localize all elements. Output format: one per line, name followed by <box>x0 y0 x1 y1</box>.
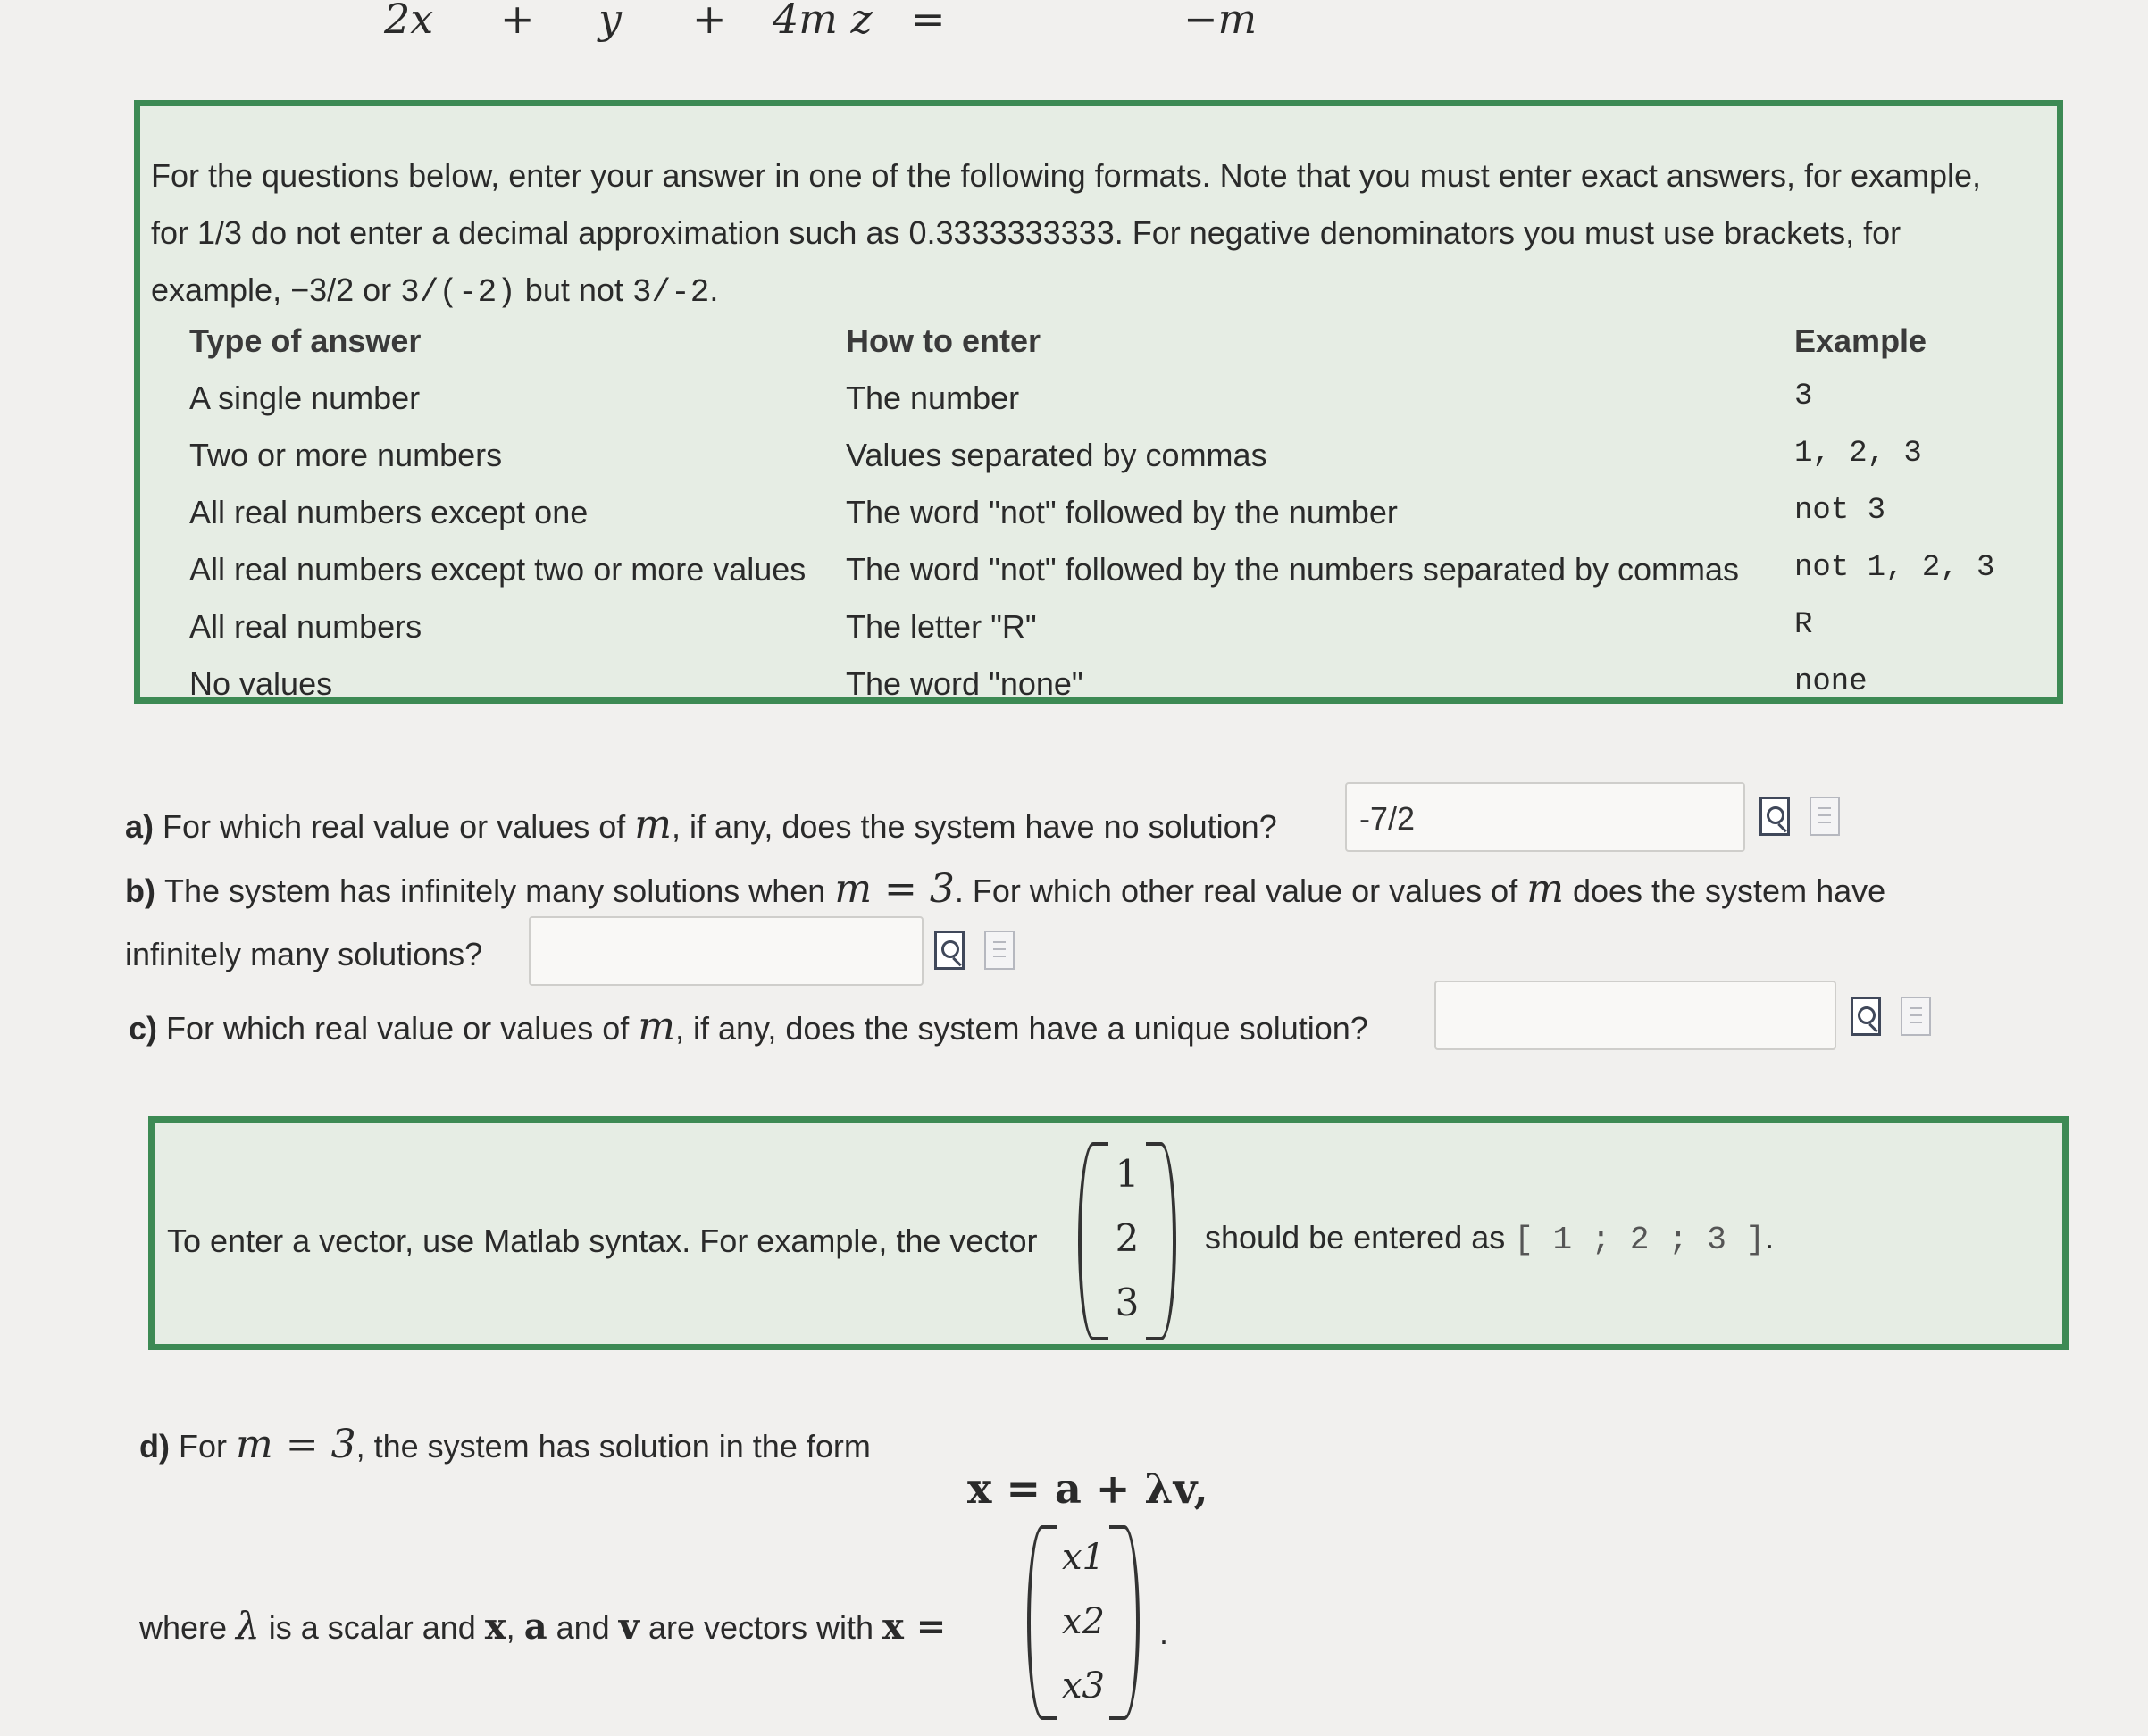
plus-sign: + <box>692 0 727 43</box>
period: . <box>1159 1615 1169 1651</box>
question-text: , if any, does the system have a unique solution? <box>675 1010 1368 1047</box>
header-example: Example <box>1794 322 1927 359</box>
question-d <box>139 1422 871 1467</box>
question-text: . For which other real value or values of <box>954 872 1527 909</box>
example-cell: 1, 2, 3 <box>1794 437 1922 471</box>
example-cell: not 3 <box>1794 494 1886 528</box>
answer-input-b[interactable] <box>529 916 924 986</box>
solution-form-formula: x = a + λv, <box>967 1465 1208 1513</box>
header-type: Type of answer <box>189 322 422 359</box>
vector-instructions: To enter a vector, use Matlab syntax. For example, the vector <box>167 1223 1038 1259</box>
vector-syntax-box <box>148 1116 2069 1350</box>
definition-text: where <box>139 1609 237 1646</box>
example-cell: 3 <box>1794 380 1813 413</box>
vector-entry: x3 <box>1061 1665 1105 1707</box>
vector-v-symbol: v <box>618 1606 639 1648</box>
condition-m-equals-3: m = 3 <box>236 1422 356 1467</box>
type-cell: All real numbers except one <box>189 494 589 530</box>
table-row <box>140 380 2057 437</box>
vector-entry-instructions <box>1205 1219 1774 1258</box>
table-row <box>140 608 2057 665</box>
vector-definition <box>139 1604 946 1648</box>
how-cell: The number <box>846 380 1020 416</box>
instructions-line <box>151 262 2053 321</box>
question-text: The system has infinitely many solutions when <box>163 872 835 909</box>
preview-icon[interactable] <box>1851 997 1881 1036</box>
document-icon[interactable] <box>984 931 1015 970</box>
instructions-text: example, −3/2 or <box>151 271 401 308</box>
question-text: For <box>179 1428 237 1465</box>
term-2x: 2x <box>384 0 434 43</box>
table-row <box>140 551 2057 608</box>
example-vector <box>1078 1142 1176 1340</box>
how-cell: The word "none" <box>846 665 1083 702</box>
question-label: d) <box>139 1428 170 1465</box>
lambda-symbol: λ <box>236 1604 260 1648</box>
code-example: 3/(-2) <box>400 274 516 311</box>
question-c <box>129 1004 1368 1049</box>
vector-entry: 2 <box>1115 1216 1140 1260</box>
document-icon[interactable] <box>1901 997 1931 1036</box>
variable-m: m <box>1526 866 1564 912</box>
variable-m: m <box>634 802 672 847</box>
question-b <box>125 866 1885 912</box>
how-cell: The letter "R" <box>846 608 1037 645</box>
instructions-text: but not <box>515 271 632 308</box>
vector-a-symbol: a <box>523 1606 547 1648</box>
question-text: does the system have <box>1563 872 1886 909</box>
instructions-text: . <box>709 271 719 308</box>
plus-sign: + <box>500 0 535 43</box>
vector-entry: x2 <box>1061 1601 1105 1642</box>
type-cell: Two or more numbers <box>189 437 503 473</box>
matlab-example: [ 1 ; 2 ; 3 ] <box>1514 1222 1766 1258</box>
definition-text: are vectors with <box>639 1609 883 1646</box>
header-how: How to enter <box>846 322 1041 359</box>
table-row <box>140 437 2057 494</box>
type-cell: All real numbers <box>189 608 422 645</box>
question-text: , if any, does the system have no solution? <box>672 808 1277 845</box>
definition-text: , <box>506 1609 524 1646</box>
term-rhs: −m <box>1183 0 1258 43</box>
vector-entry: 3 <box>1115 1281 1140 1324</box>
instructions-line: for 1/3 do not enter a decimal approximation such as 0.3333333333. For negative denominators you must use brackets, for <box>151 214 1901 251</box>
definition-text: is a scalar and <box>259 1609 485 1646</box>
example-cell: none <box>1794 665 1868 699</box>
variable-m: m <box>638 1004 675 1049</box>
question-label: c) <box>129 1010 158 1047</box>
answer-input-a[interactable]: -7/2 <box>1345 782 1745 852</box>
table-row <box>140 494 2057 551</box>
answer-format-box <box>134 100 2063 704</box>
condition-m-equals-3: m = 3 <box>834 866 955 912</box>
how-cell: The word "not" followed by the numbers separated by commas <box>846 551 1740 588</box>
instructions-text: should be entered as <box>1205 1219 1515 1256</box>
document-icon[interactable] <box>1810 797 1840 836</box>
question-text: For which real value or values of <box>163 808 635 845</box>
question-label: b) <box>125 872 155 909</box>
vector-entry: x1 <box>1061 1537 1105 1578</box>
vector-entries <box>1027 1525 1140 1718</box>
term-y: y <box>598 0 622 43</box>
code-example: 3/-2 <box>631 274 710 311</box>
instructions-line: For the questions below, enter your answer in one of the following formats. Note that you must enter exact answers, for example, <box>151 157 1982 194</box>
question-text: , the system has solution in the form <box>355 1428 871 1465</box>
table-row <box>140 665 2057 722</box>
vector-entry: 1 <box>1115 1152 1140 1196</box>
type-cell: A single number <box>189 380 421 416</box>
type-cell: No values <box>189 665 333 702</box>
x-equals: x = <box>882 1606 947 1648</box>
vector-x-symbol: x <box>484 1606 506 1648</box>
preview-icon[interactable] <box>1759 797 1790 836</box>
type-cell: All real numbers except two or more values <box>189 551 807 588</box>
question-b-continued: infinitely many solutions? <box>125 936 483 972</box>
definition-text: and <box>547 1609 619 1646</box>
question-label: a) <box>125 808 155 845</box>
question-text: For which real value or values of <box>166 1010 639 1047</box>
how-cell: Values separated by commas <box>846 437 1267 473</box>
example-cell: R <box>1794 608 1813 642</box>
example-cell: not 1, 2, 3 <box>1794 551 1995 585</box>
equals-sign: = <box>911 0 946 43</box>
preview-icon[interactable] <box>934 931 965 970</box>
question-a <box>125 802 1277 847</box>
answer-input-c[interactable] <box>1434 981 1836 1050</box>
term-4mz: 4m z <box>773 0 873 43</box>
table-header-row <box>140 322 2057 380</box>
how-cell: The word "not" followed by the number <box>846 494 1398 530</box>
x-vector <box>1027 1525 1140 1720</box>
instructions-text: . <box>1765 1219 1775 1256</box>
vector-entries <box>1078 1142 1176 1335</box>
format-instructions <box>151 147 2053 321</box>
